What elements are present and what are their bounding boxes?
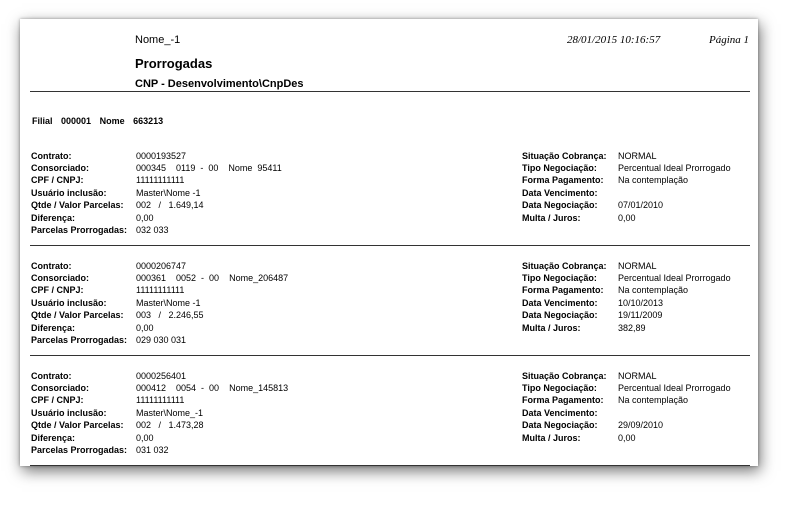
label-negociacao: Data Negociação: <box>522 310 598 320</box>
value-usuario: Master\Nome_-1 <box>136 408 204 418</box>
report-page <box>20 19 758 466</box>
label-consorciado: Consorciado: <box>31 383 90 393</box>
value-situacao: NORMAL <box>618 371 657 381</box>
value-diferenca: 0,00 <box>136 213 154 223</box>
label-forma: Forma Pagamento: <box>522 175 604 185</box>
label-usuario: Usuário inclusão: <box>31 188 107 198</box>
label-multa: Multa / Juros: <box>522 433 581 443</box>
value-parcelas: 029 030 031 <box>136 335 187 345</box>
label-tipo: Tipo Negociação: <box>522 163 597 173</box>
report-user-name: Nome_-1 <box>135 34 181 46</box>
filial-name-label: Nome <box>99 116 125 126</box>
value-parcelas: 032 033 <box>136 225 169 235</box>
page-number: Página 1 <box>709 34 750 46</box>
value-diferenca: 0,00 <box>136 323 154 333</box>
label-usuario: Usuário inclusão: <box>31 408 107 418</box>
label-contrato: Contrato: <box>31 371 72 381</box>
record-divider <box>30 355 750 356</box>
value-contrato: 0000206747 <box>136 261 187 271</box>
label-usuario: Usuário inclusão: <box>31 298 107 308</box>
label-vencimento: Data Vencimento: <box>522 298 598 308</box>
value-contrato: 0000193527 <box>136 151 187 161</box>
value-cpf: 11111111111 <box>136 175 185 185</box>
label-tipo: Tipo Negociação: <box>522 273 597 283</box>
value-negociacao: 19/11/2009 <box>618 310 663 320</box>
value-parcelas: 031 032 <box>136 445 169 455</box>
label-diferenca: Diferença: <box>31 213 76 223</box>
label-qtde: Qtde / Valor Parcelas: <box>31 420 124 430</box>
label-cpf: CPF / CNPJ: <box>31 175 84 185</box>
value-usuario: Master\Nome -1 <box>136 298 201 308</box>
label-situacao: Situação Cobrança: <box>522 151 607 161</box>
label-forma: Forma Pagamento: <box>522 395 604 405</box>
record-divider <box>30 465 750 466</box>
label-multa: Multa / Juros: <box>522 213 581 223</box>
label-contrato: Contrato: <box>31 151 72 161</box>
value-forma: Na contemplação <box>618 285 689 295</box>
value-cpf: 11111111111 <box>136 395 185 405</box>
value-forma: Na contemplação <box>618 175 689 185</box>
report-subtitle: CNP - Desenvolvimento\CnpDes <box>135 78 304 90</box>
record-block <box>20 260 758 360</box>
value-qtde: 003 / 2.246,55 <box>136 310 204 320</box>
value-diferenca: 0,00 <box>136 433 154 443</box>
label-multa: Multa / Juros: <box>522 323 581 333</box>
value-contrato: 0000256401 <box>136 371 187 381</box>
label-situacao: Situação Cobrança: <box>522 371 607 381</box>
value-qtde: 002 / 1.649,14 <box>136 200 204 210</box>
report-title: Prorrogadas <box>135 56 213 71</box>
value-forma: Na contemplação <box>618 395 689 405</box>
value-situacao: NORMAL <box>618 151 657 161</box>
label-forma: Forma Pagamento: <box>522 285 604 295</box>
label-diferenca: Diferença: <box>31 323 76 333</box>
label-parcelas: Parcelas Prorrogadas: <box>31 335 128 345</box>
value-negociacao: 29/09/2010 <box>618 420 664 430</box>
label-tipo: Tipo Negociação: <box>522 383 597 393</box>
label-consorciado: Consorciado: <box>31 163 90 173</box>
value-multa: 0,00 <box>618 213 636 223</box>
label-qtde: Qtde / Valor Parcelas: <box>31 200 124 210</box>
label-diferenca: Diferença: <box>31 433 76 443</box>
label-vencimento: Data Vencimento: <box>522 188 598 198</box>
label-negociacao: Data Negociação: <box>522 200 598 210</box>
filial-code: 000001 <box>61 116 92 126</box>
label-parcelas: Parcelas Prorrogadas: <box>31 225 128 235</box>
value-consorciado: 000412 0054 - 00 Nome_145813 <box>136 383 289 393</box>
value-vencimento: 10/10/2013 <box>618 298 664 308</box>
label-vencimento: Data Vencimento: <box>522 408 598 418</box>
value-tipo: Percentual Ideal Prorrogado <box>618 163 731 173</box>
filial-name: 663213 <box>133 116 164 126</box>
label-contrato: Contrato: <box>31 261 72 271</box>
record-block <box>20 370 758 466</box>
label-consorciado: Consorciado: <box>31 273 90 283</box>
record-divider <box>30 245 750 246</box>
value-consorciado: 000361 0052 - 00 Nome_206487 <box>136 273 289 283</box>
value-tipo: Percentual Ideal Prorrogado <box>618 273 731 283</box>
label-negociacao: Data Negociação: <box>522 420 598 430</box>
label-cpf: CPF / CNPJ: <box>31 395 84 405</box>
record-block <box>20 150 758 250</box>
value-tipo: Percentual Ideal Prorrogado <box>618 383 731 393</box>
value-qtde: 002 / 1.473,28 <box>136 420 204 430</box>
label-qtde: Qtde / Valor Parcelas: <box>31 310 124 320</box>
label-cpf: CPF / CNPJ: <box>31 285 84 295</box>
header-divider <box>30 91 750 92</box>
value-cpf: 11111111111 <box>136 285 185 295</box>
value-multa: 0,00 <box>618 433 636 443</box>
value-negociacao: 07/01/2010 <box>618 200 664 210</box>
value-usuario: Master\Nome -1 <box>136 188 201 198</box>
value-consorciado: 000345 0119 - 00 Nome 95411 <box>136 163 282 173</box>
report-datetime: 28/01/2015 10:16:57 <box>567 34 661 46</box>
filial-label: Filial <box>32 116 53 126</box>
value-situacao: NORMAL <box>618 261 657 271</box>
filial-line <box>32 116 169 126</box>
label-parcelas: Parcelas Prorrogadas: <box>31 445 128 455</box>
label-situacao: Situação Cobrança: <box>522 261 607 271</box>
value-multa: 382,89 <box>618 323 646 333</box>
